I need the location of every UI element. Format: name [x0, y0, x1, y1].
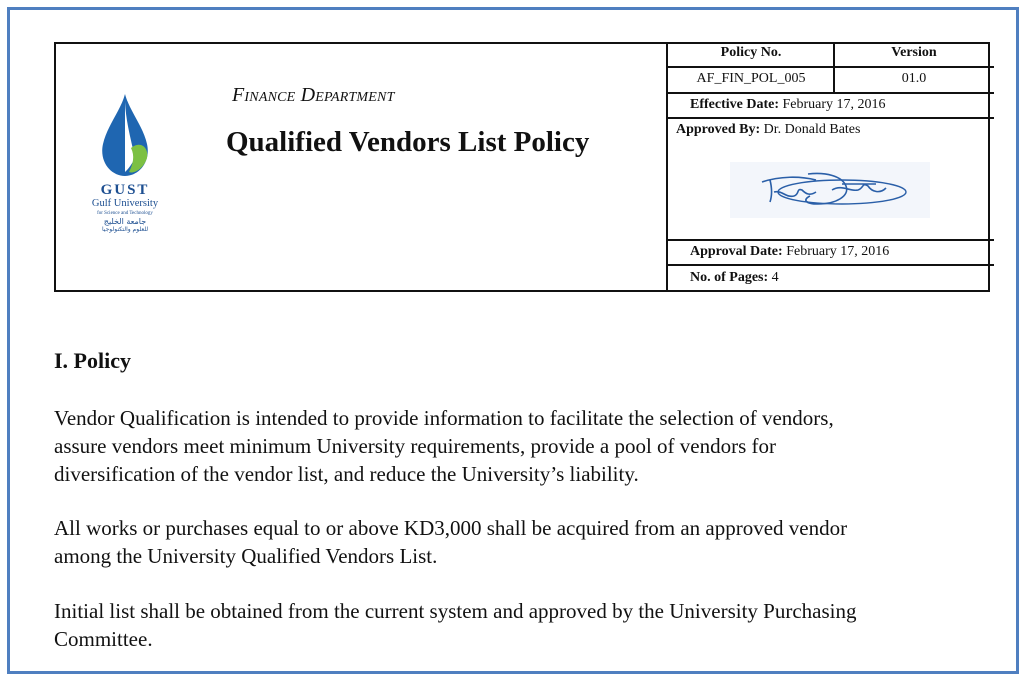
effective-date-row	[690, 97, 886, 113]
paragraph-line: Initial list shall be obtained from the current system and approved by the University Purchasing	[54, 599, 857, 623]
paragraph-1	[54, 404, 994, 488]
row-divider	[668, 117, 994, 119]
approved-by-label: Approved By:	[676, 122, 761, 137]
logo-subtitle: for Science and Technology	[97, 211, 153, 216]
policy-info-table	[666, 42, 992, 292]
paragraph-line: All works or purchases equal to or above KD3,000 shall be acquired from an approved vendor	[54, 516, 848, 540]
gust-logo	[82, 92, 168, 242]
approval-date-label: Approval Date:	[690, 244, 783, 259]
pages-label: No. of Pages:	[690, 270, 769, 285]
approved-by-row	[676, 122, 860, 138]
section-heading: I. Policy	[54, 348, 131, 373]
approval-date-row	[690, 244, 889, 260]
signature-scribble-icon	[730, 162, 930, 218]
row-divider	[668, 66, 994, 68]
paragraph-line: assure vendors meet minimum University requirements, provide a pool of vendors for	[54, 434, 776, 458]
paragraph-line: among the University Qualified Vendors List.	[54, 544, 438, 568]
pages-count: 4	[771, 270, 779, 285]
pages-row	[690, 270, 779, 286]
approval-date: February 17, 2016	[786, 244, 890, 259]
paragraph-line: Vendor Qualification is intended to provide information to facilitate the selection of vendors,	[54, 406, 834, 430]
policy-title: Qualified Vendors List Policy	[226, 126, 590, 158]
logo-university-name: Gulf University	[91, 198, 159, 209]
version-header: Version	[891, 45, 937, 60]
approved-by-name: Dr. Donald Bates	[763, 122, 861, 137]
logo-acronym: GUST	[100, 182, 150, 198]
drop-leaf-icon	[95, 92, 155, 178]
policy-header	[54, 42, 990, 292]
row-divider	[668, 264, 994, 266]
row-divider	[668, 239, 994, 241]
paragraph-line: diversification of the vendor list, and reduce the University’s liability.	[54, 462, 639, 486]
logo-arabic-name: جامعة الخليج	[103, 217, 147, 226]
policy-no-header: Policy No.	[720, 45, 782, 60]
signature-image	[730, 162, 930, 218]
effective-date-label: Effective Date:	[690, 97, 780, 112]
row-divider	[668, 92, 994, 94]
version-number: 01.0	[901, 71, 927, 86]
logo-arabic-subtitle: للعلوم والتكنولوجيا	[101, 226, 149, 233]
department-name: Finance Department	[232, 84, 395, 106]
paragraph-2	[54, 514, 994, 570]
paragraph-line: Committee.	[54, 627, 153, 651]
effective-date: February 17, 2016	[782, 97, 886, 112]
paragraph-3	[54, 597, 994, 653]
policy-number: AF_FIN_POL_005	[696, 71, 806, 86]
